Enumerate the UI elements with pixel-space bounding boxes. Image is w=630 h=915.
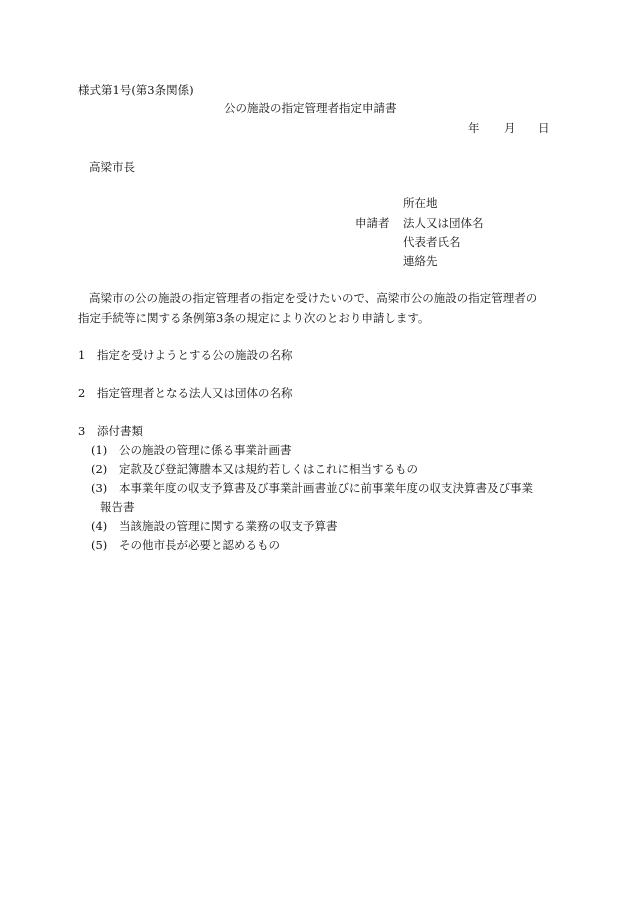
section-3-number: 3 — [78, 424, 86, 438]
section-2-number: 2 — [78, 386, 86, 400]
date-year: 年 — [468, 121, 480, 135]
section-3-text: 添付書類 — [97, 424, 143, 438]
attachment-5-text: その他市長が必要と認めるもの — [119, 538, 280, 552]
applicant-organization-label: 法人又は団体名 — [403, 216, 484, 230]
attachment-1-text: 公の施設の管理に係る事業計画書 — [119, 443, 292, 457]
applicant-address-label: 所在地 — [403, 196, 438, 210]
attachment-5-number: (5) — [91, 538, 108, 552]
attachment-3-number: (3) — [91, 481, 108, 495]
attachment-2-text: 定款及び登記簿謄本又は規約若しくはこれに相当するもの — [119, 462, 418, 476]
body-text-line-1: 高梁市の公の施設の指定管理者の指定を受けたいので、高梁市公の施設の指定管理者の — [89, 291, 538, 305]
applicant-representative-label: 代表者氏名 — [403, 235, 461, 249]
attachment-4-number: (4) — [91, 519, 108, 533]
attachment-1-number: (1) — [91, 443, 108, 457]
date-day: 日 — [538, 121, 550, 135]
attachment-4-text: 当該施設の管理に関する業務の収支予算書 — [119, 519, 338, 533]
section-2-text: 指定管理者となる法人又は団体の名称 — [97, 386, 293, 400]
attachment-3-text: 本事業年度の収支予算書及び事業計画書並びに前事業年度の収支決算書及び事業 — [119, 481, 533, 495]
date-month: 月 — [504, 121, 516, 135]
applicant-contact-label: 連絡先 — [403, 254, 438, 268]
document-title: 公の施設の指定管理者指定申請書 — [224, 101, 397, 115]
addressee: 高梁市長 — [89, 160, 135, 174]
form-number: 様式第1号(第3条関係) — [78, 83, 194, 97]
applicant-label: 申請者 — [355, 216, 390, 230]
body-text-line-2: 指定手続等に関する条例第3条の規定により次のとおり申請します。 — [78, 311, 430, 325]
attachment-2-number: (2) — [91, 462, 108, 476]
attachment-3-continuation: 報告書 — [100, 500, 135, 514]
section-1-text: 指定を受けようとする公の施設の名称 — [97, 348, 293, 362]
section-1-number: 1 — [78, 348, 86, 362]
